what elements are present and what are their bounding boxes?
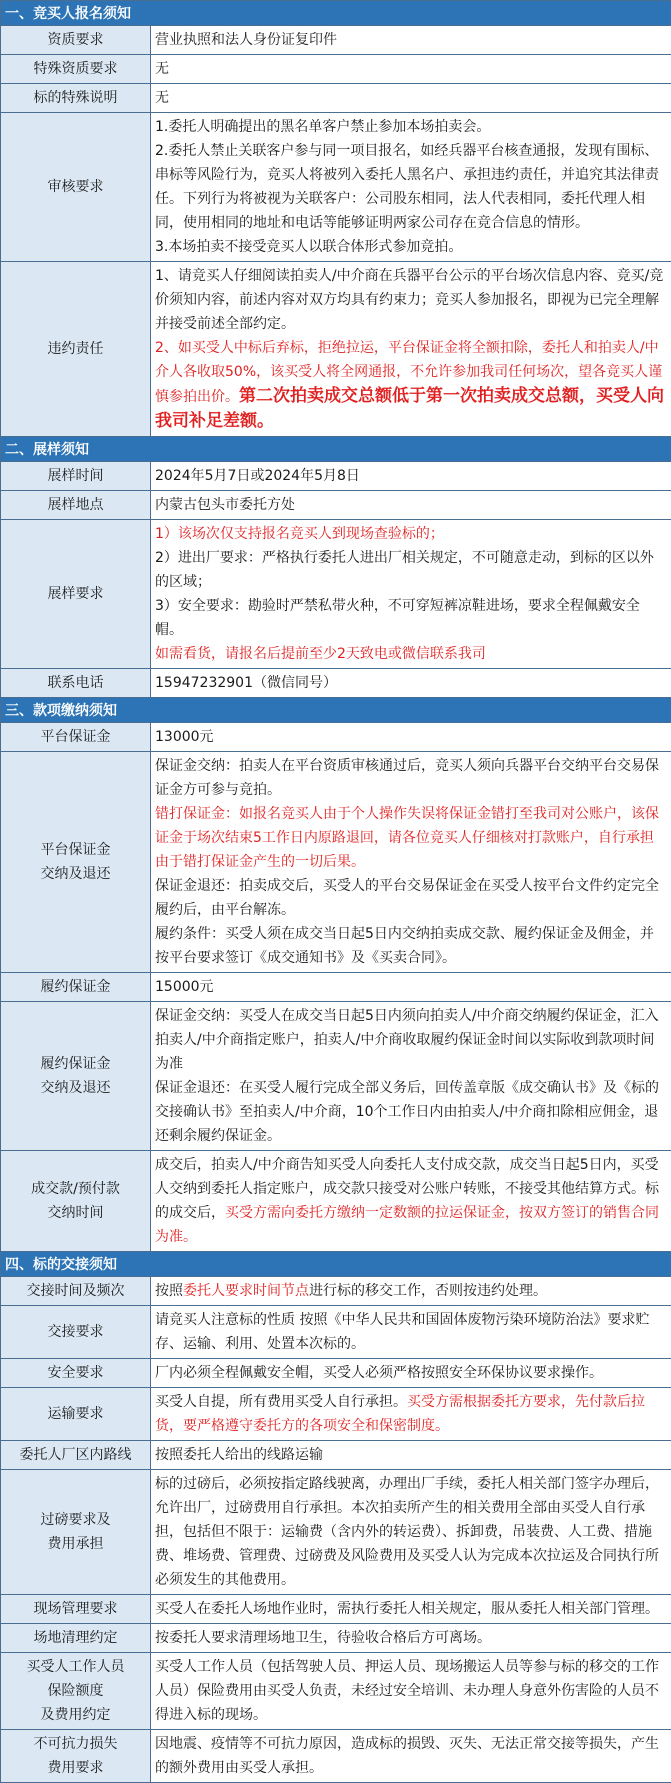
table-row (1, 1441, 671, 1470)
row-value: 按委托人要求清理场地卫生，待验收合格后方可离场。 (151, 1624, 671, 1653)
paragraph: 3）安全要求：勘验时严禁私带火种，不可穿短裤凉鞋进场，要求全程佩戴安全帽。 (155, 594, 667, 642)
contact-notice: 如需看货，请报名后提前至少2天致电或微信联系我司 (155, 642, 667, 666)
row-value: 无 (151, 84, 671, 113)
row-label: 安全要求 (1, 1359, 151, 1388)
row-value (151, 1388, 671, 1441)
label-line: 交纳及退还 (5, 862, 146, 886)
section-title: 一、竞买人报名须知 (1, 1, 671, 26)
table-row (1, 491, 671, 520)
label-line: 交纳及退还 (5, 1076, 146, 1100)
row-label: 履约保证金 (1, 973, 151, 1002)
row-label: 委托人厂区内路线 (1, 1441, 151, 1470)
row-value (151, 1151, 671, 1252)
row-label (1, 1470, 151, 1595)
row-value: 内蒙古包头市委托方处 (151, 491, 671, 520)
label-line: 费用要求 (5, 1756, 146, 1780)
row-label: 交接要求 (1, 1306, 151, 1359)
table-row (1, 1277, 671, 1306)
row-value: 厂内必须全程佩戴安全帽，买受人必须严格按照安全环保协议要求操作。 (151, 1359, 671, 1388)
paragraph: 保证金交纳：拍卖人在平台资质审核通过后，竞买人须向兵器平台交纳平台交易保证金方可参与竞拍。 (155, 754, 667, 802)
paragraph (155, 336, 667, 434)
row-value: 按照委托人给出的线路运输 (151, 1441, 671, 1470)
row-label: 展样地点 (1, 491, 151, 520)
label-line: 及费用约定 (5, 1703, 146, 1727)
row-value (151, 752, 671, 973)
paragraph-warning: 错打保证金：如报名竞买人由于个人操作失误将保证金错打至我司对公账户，该保证金于场次结束5工作日内原路退回，请各位竞买人仔细核对打款账户，自行承担由于错打保证金产生的一切后果。 (155, 802, 667, 874)
paragraph: 2.委托人禁止关联客户参与同一项目报名，如经兵器平台核查通报，发现有围标、串标等风险行为，竞买人将被列入委托人黑名户、承担违约责任，并追究其法律责任。下列行为将被视为关联客户：公司股东相同，法人代表相同，委托代理人相同，使用相同的地址和电话等能够证明两家公司存在竞合信息的情形。 (155, 139, 667, 235)
table-row (1, 1359, 671, 1388)
table-row (1, 1730, 671, 1783)
row-label: 运输要求 (1, 1388, 151, 1441)
row-label (1, 1151, 151, 1252)
row-label (1, 1653, 151, 1730)
row-label: 资质要求 (1, 26, 151, 55)
row-label: 平台保证金 (1, 723, 151, 752)
row-label (1, 752, 151, 973)
label-line: 保险额度 (5, 1679, 146, 1703)
row-label: 标的特殊说明 (1, 84, 151, 113)
table-row (1, 1388, 671, 1441)
text-segment: 成交后，拍卖人/中介商告知买受人向委托人支付成交款，成交当日起5日内，买受人交纳到委托人指定账户，成交款只接受对公账户转账，不接受其他结算方式。标的成交后， (155, 1157, 659, 1221)
section-header-row (1, 1252, 671, 1277)
row-label: 展样时间 (1, 462, 151, 491)
table-row (1, 1002, 671, 1151)
row-value: 请竞买人注意标的性质 按照《中华人民共和国固体废物污染环境防治法》要求贮存、运输、利用、处置本次标的。 (151, 1306, 671, 1359)
section-title: 二、展样须知 (1, 437, 671, 462)
paragraph: 3.本场拍卖不接受竞买人以联合体形式参加竞拍。 (155, 235, 667, 259)
label-line: 不可抗力损失 (5, 1732, 146, 1756)
warning-text-emphasis: 第二次拍卖成交总额低于第一次拍卖成交总额，买受人向我司补足差额。 (155, 386, 664, 431)
row-value (151, 113, 671, 262)
text-segment: 进行标的移交工作，否则按违约处理。 (309, 1283, 547, 1299)
label-line: 成交款/预付款 (5, 1177, 146, 1201)
label-line: 过磅要求及 (5, 1508, 146, 1532)
paragraph: 2）进出厂要求：严格执行委托人进出厂相关规定，不可随意走动，到标的区以外的区域； (155, 546, 667, 594)
label-line: 买受人工作人员 (5, 1655, 146, 1679)
table-row (1, 1306, 671, 1359)
table-row (1, 973, 671, 1002)
paragraph: 1.委托人明确提出的黑名单客户禁止参加本场拍卖会。 (155, 115, 667, 139)
label-line: 履约保证金 (5, 1052, 146, 1076)
table-row (1, 752, 671, 973)
row-label: 违约责任 (1, 262, 151, 437)
row-label: 特殊资质要求 (1, 55, 151, 84)
table-row (1, 55, 671, 84)
section-title: 三、款项缴纳须知 (1, 698, 671, 723)
row-label (1, 1730, 151, 1783)
row-value: 2024年5月7日或2024年5月8日 (151, 462, 671, 491)
table-row (1, 723, 671, 752)
row-label: 展样要求 (1, 520, 151, 669)
table-row (1, 1595, 671, 1624)
paragraph: 履约条件：买受人须在成交当日起5日内交纳拍卖成交款、履约保证金及佣金，并按平台要求签订《成交通知书》及《买卖合同》。 (155, 922, 667, 970)
row-value: 标的过磅后，必须按指定路线驶离，办理出厂手续，委托人相关部门签字办理后，允许出厂，过磅费用自行承担。本次拍卖所产生的相关费用全部由买受人自行承担，包括但不限于：运输费（含内外的转运费）、拆卸费，吊装费、人工费、措施费、堆场费、管理费、过磅费及风险费用及买受人认为完成本次拉运及合同执行所必须发生的其他费用。 (151, 1470, 671, 1595)
row-value (151, 1277, 671, 1306)
table-row (1, 84, 671, 113)
text-segment: 1）该场次 (155, 526, 220, 542)
row-value (151, 520, 671, 669)
table-row (1, 669, 671, 698)
section-header-row (1, 698, 671, 723)
row-label: 联系电话 (1, 669, 151, 698)
row-value: 营业执照和法人身份证复印件 (151, 26, 671, 55)
row-value: 15000元 (151, 973, 671, 1002)
paragraph (155, 522, 667, 546)
row-value: 因地震、疫情等不可抗力原因，造成标的损毁、灭失、无法正常交接等损失，产生的额外费用由买受人承担。 (151, 1730, 671, 1783)
row-label: 场地清理约定 (1, 1624, 151, 1653)
paragraph: 保证金退还：拍卖成交后，买受人的平台交易保证金在买受人按平台文件约定完全履约后，由平台解冻。 (155, 874, 667, 922)
table-row (1, 1470, 671, 1595)
text-segment: 买受人自提，所有费用买受人自行承担。 (155, 1394, 407, 1410)
phone-number: 15947232901（微信同号） (151, 669, 671, 698)
row-label: 交接时间及频次 (1, 1277, 151, 1306)
paragraph: 保证金退还：在买受人履行完成全部义务后，回传盖章版《成交确认书》及《标的交接确认书》至拍卖人/中介商，10个工作日内由拍卖人/中介商扣除相应佣金，退还剩余履约保证金。 (155, 1076, 667, 1148)
paragraph: 1、请竞买人仔细阅读拍卖人/中介商在兵器平台公示的平台场次信息内容、竞买/竞价须知内容，前述内容对双方均具有约束力；竞买人参加报名，即视为已完全理解并接受前述全部约定。 (155, 264, 667, 336)
table-row (1, 520, 671, 669)
row-label (1, 1002, 151, 1151)
text-segment-warning: 买受方需向委托方缴纳一定数额的拉运保证金，按双方签订的销售合同为准。 (155, 1205, 659, 1245)
row-value: 无 (151, 55, 671, 84)
row-label: 现场管理要求 (1, 1595, 151, 1624)
table-row (1, 113, 671, 262)
section-title: 四、标的交接须知 (1, 1252, 671, 1277)
section-header-row (1, 437, 671, 462)
text-segment-highlight: 委托人要求时间节点 (183, 1283, 309, 1299)
row-value (151, 1002, 671, 1151)
text-segment: 按照 (155, 1283, 183, 1299)
table-row (1, 26, 671, 55)
table-row (1, 1624, 671, 1653)
row-value: 买受人在委托人场地作业时，需执行委托人相关规定，服从委托人相关部门管理。 (151, 1595, 671, 1624)
warning-text: 2、如买受人中标后弃标，拒绝拉运，平台保证金将全额扣除，委托人和拍卖人/中介人各收取50%，该买受人将全网通报，不允许参加我司任何场次，望各竞买人谨慎参拍出价。 (155, 340, 662, 405)
table-row (1, 462, 671, 491)
paragraph: 保证金交纳：买受人在成交当日起5日内须向拍卖人/中介商交纳履约保证金，汇入拍卖人/中介商指定账户，拍卖人/中介商收取履约保证金时间以实际收到款项时间为准 (155, 1004, 667, 1076)
text-segment: 仅支持报名竞买人到现场查验标的； (220, 526, 444, 542)
table-row (1, 1151, 671, 1252)
table-row (1, 1653, 671, 1730)
row-value (151, 262, 671, 437)
text-segment-warning: 买受方需根据委托方要求，先付款后拉货，要严格遵守委托方的各项安全和保密制度。 (155, 1394, 645, 1434)
table-row (1, 262, 671, 437)
row-label: 审核要求 (1, 113, 151, 262)
row-value: 买受人工作人员（包括驾驶人员、押运人员、现场搬运人员等参与标的移交的工作人员）保险费用由买受人负责，未经过安全培训、未办理人身意外伤害险的人员不得进入标的现场。 (151, 1653, 671, 1730)
section-header-row (1, 1, 671, 26)
label-line: 费用承担 (5, 1532, 146, 1556)
label-line: 平台保证金 (5, 838, 146, 862)
row-value: 13000元 (151, 723, 671, 752)
label-line: 交纳时间 (5, 1201, 146, 1225)
